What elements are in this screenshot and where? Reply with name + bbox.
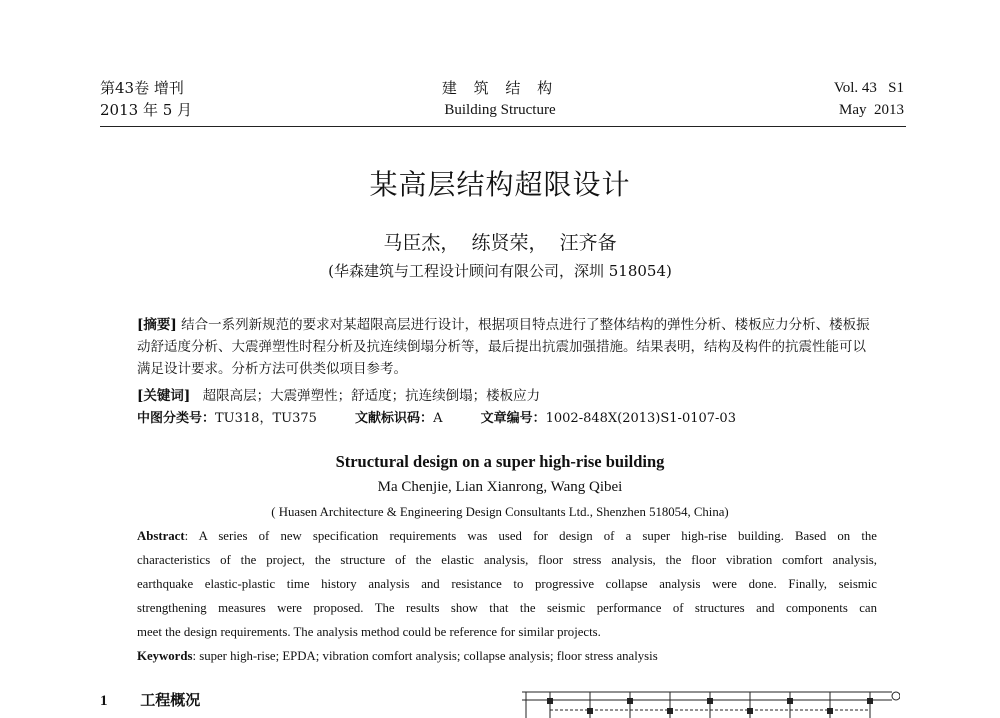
abstract-cn-label: [摘要]	[137, 317, 177, 333]
abstract-en-line: characteristics of the project, the structure of the elastic analysis, floor stress analysis, the floor vibration comfort analysis,	[137, 553, 877, 567]
keywords-en	[137, 644, 877, 668]
header-rule	[100, 126, 906, 127]
doc-code-value: A	[433, 411, 443, 426]
section-number: 1	[100, 693, 108, 709]
journal-name-en: Building Structure	[444, 102, 556, 118]
clc-value: TU318，TU375	[215, 411, 317, 426]
paper-affiliation-en: ( Huasen Architecture & Engineering Design Consultants Ltd., Shenzhen 518054, China)	[271, 505, 729, 519]
journal-date-en: May 2013	[839, 102, 904, 118]
paper-authors-en: Ma Chenjie, Lian Xianrong, Wang Qibei	[377, 479, 623, 495]
keywords-en-label: Keywords	[137, 649, 193, 663]
abstract-en	[137, 524, 877, 668]
keywords-en-text: : super high-rise; EPDA; vibration comfort analysis; collapse analysis; floor stress analysis	[192, 649, 658, 663]
classification-line	[137, 408, 871, 430]
abstract-en-line1: : A series of new specification requirements was used for design of a super high-rise building. Based on the	[184, 529, 877, 543]
paper-title-en: Structural design on a super high-rise building	[335, 452, 665, 471]
section-title: 工程概况	[140, 691, 201, 709]
structural-plan-figure	[520, 688, 900, 718]
abstract-en-line: earthquake elastic-plastic time history analysis and resistance to progressive collapse analysis were done. Finally, seismic	[137, 577, 877, 591]
keywords-cn-label: [关键词]	[137, 388, 191, 404]
article-no-value: 1002-848X(2013)S1-0107-03	[545, 411, 736, 426]
abstract-cn-text: 结合一系列新规范的要求对某超限高层进行设计，根据项目特点进行了整体结构的弹性分析、楼板应力分析、楼板振动舒适度分析、大震弹塑性时程分析及抗连续倒塌分析等，最后提出抗震加强措施。结果表明，结构及构件的抗震性能可以满足设计要求。分析方法可供类似项目参考。	[137, 317, 870, 377]
paper-authors: 马臣杰， 练贤荣， 汪齐备	[383, 232, 617, 254]
journal-volume-cn: 第43卷 增刊	[100, 79, 184, 97]
journal-date-cn: 2013 年 5 月	[100, 101, 193, 119]
paper-affiliation: (华森建筑与工程设计顾问有限公司，深圳 518054)	[328, 262, 672, 280]
journal-volume-en: Vol. 43 S1	[833, 80, 904, 96]
section-heading	[100, 688, 200, 713]
abstract-en-label: Abstract	[137, 529, 185, 543]
keywords-cn	[137, 385, 871, 407]
clc-label: 中图分类号：	[137, 411, 216, 426]
abstract-cn	[137, 314, 871, 380]
abstract-en-line: meet the design requirements. The analysis method could be reference for similar projects.	[137, 625, 601, 639]
doc-code-label: 文献标识码：	[355, 411, 434, 426]
abstract-en-line	[137, 524, 877, 548]
article-no-label: 文章编号：	[480, 411, 546, 426]
keywords-cn-text: 超限高层；大震弹塑性；舒适度；抗连续倒塌；楼板应力	[202, 388, 541, 404]
paper-title: 某高层结构超限设计	[369, 168, 631, 201]
journal-name-cn: 建 筑 结 构	[441, 79, 559, 97]
abstract-en-line: strengthening measures were proposed. The results show that the seismic performance of structures and components can	[137, 601, 877, 615]
